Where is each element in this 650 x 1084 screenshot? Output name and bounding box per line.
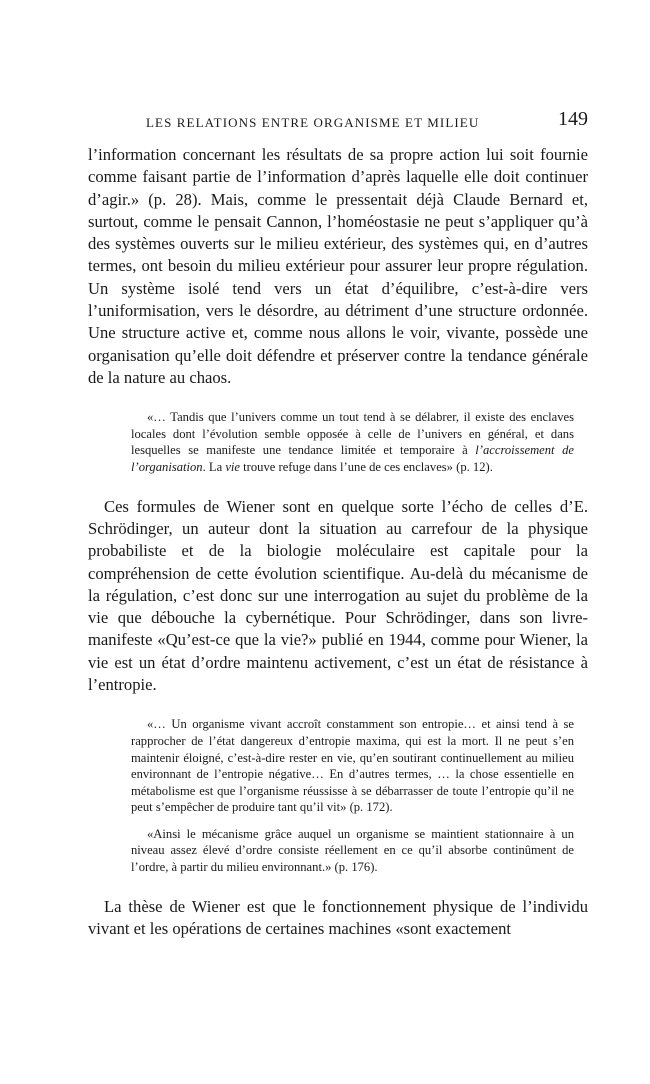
quote-1-text-start: «… Tandis que l’univers comme un tout tend à se délabrer, il existe des enclaves locales dont l’évolution semble opposée à celle de l’univers en général, et dans lesquelles se manifeste une tendance limitée et temporaire à — [131, 410, 574, 458]
block-quote-3: «Ainsi le mécanisme grâce auquel un organisme se maintient stationnaire à un niveau assez élevé d’ordre consiste réellement en ce qu’il absorbe continûment de l’ordre, à partir du milieu environnant.» (p. 176). — [131, 826, 574, 875]
book-page — [88, 108, 588, 940]
running-header — [88, 108, 588, 144]
paragraph-1: l’information concernant les résultats de sa propre action lui soit fournie comme faisant partie de l’information d’après laquelle elle doit continuer d’agir.» (p. 28). Mais, comme le pressentait déjà Claude Bernard et, surtout, comme le pensait Cannon, l’homéostasie ne peut s’appliquer qu’à des systèmes ouverts sur le milieu extérieur, des systèmes qui, en d’autres termes, ont besoin du milieu extérieur pour assurer leur propre régulation. Un système isolé tend vers un état d’équilibre, c’est-à-dire vers l’uniformisation, vers le désordre, au détriment d’une structure ordonnée. Une structure active et, comme nous allons le voir, vivante, possède une organisation qu’elle doit défendre et préserver contre la tendance générale de la nature au chaos. — [88, 145, 588, 387]
running-title: LES RELATIONS ENTRE ORGANISME ET MILIEU — [146, 115, 480, 130]
quote-1-text-middle: . La — [202, 460, 226, 475]
page-number: 149 — [558, 108, 588, 130]
quote-1-text-end: trouve refuge dans l’une de ces enclaves» (p. 12). — [240, 460, 493, 475]
quote-1-italic-organisation: l’accroissement de l’organisation — [131, 443, 574, 475]
block-quote-1 — [131, 409, 574, 475]
paragraph-3: La thèse de Wiener est que le fonctionnement physique de l’individu vivant et les opérations de certaines machines «sont exactement — [88, 896, 588, 938]
paragraph-2: Ces formules de Wiener sont en quelque sorte l’écho de celles d’E. Schrödinger, un auteur dont la situation au carrefour de la physique probabiliste et de la biologie moléculaire est capitale pour la compréhension de cette évolution scientifique. Au-delà du mécanisme de la régulation, c’est donc sur une interrogation au sujet du problème de la vie que débouche la cybernétique. Pour Schrödinger, dans son livre-manifeste «Qu’est-ce que la vie?» publié en 1944, comme pour Wiener, la vie est un état d’ordre maintenu activement, c’est un état de résistance à l’entropie. — [88, 496, 588, 695]
block-quote-2: «… Un organisme vivant accroît constamment son entropie… et ainsi tend à se rapprocher de l’état dangereux d’entropie maxima, qui est la mort. Il ne peut s’en maintenir éloigné, c’est-à-dire rester en vie, qu’en soutirant continuellement au milieu environnant de l’entropie négative… En d’autres termes, … la chose essentielle en métabolisme est que l’organisme réussisse à se débarrasser de toute l’entropie qu’il ne peut s’empêcher de produire tant qu’il vit» (p. 172). — [131, 717, 574, 815]
quote-1-italic-vie: vie — [225, 460, 241, 475]
